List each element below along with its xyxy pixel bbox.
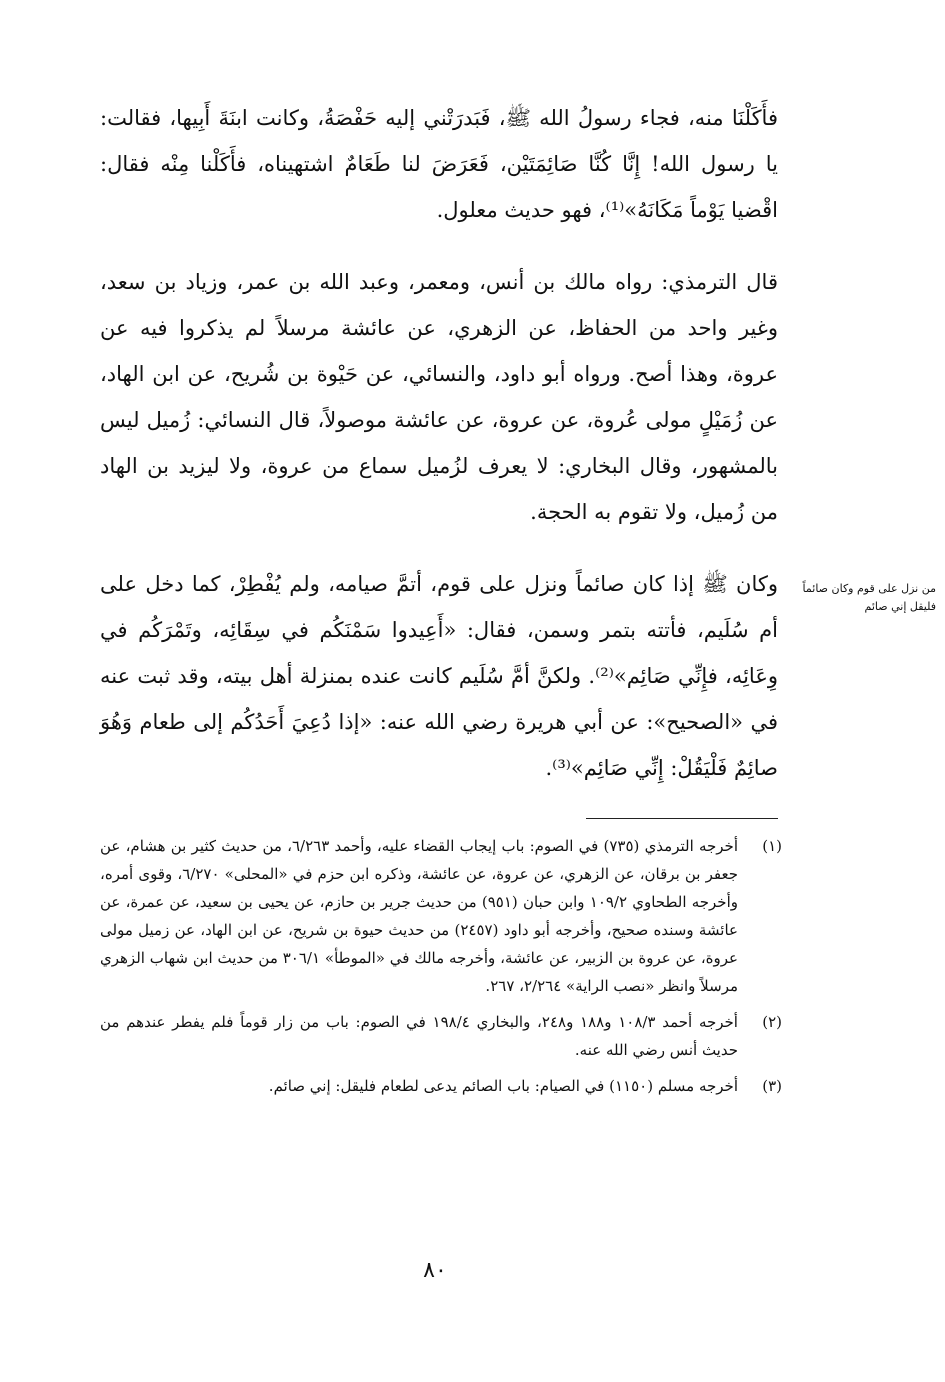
footnote-number: (٢) — [762, 1013, 782, 1031]
footnote-1 — [100, 832, 782, 1000]
footnote-separator — [586, 818, 778, 819]
paragraph-3: وكان ﷺ إذا كان صائماً ونزل على قوم، أتمَّ صيامه، ولم يُفْطِرْ، كما دخل على أم سُلَيم، فأتته بتمر وسمن، فقال: «أَعِيدوا سَمْنَكُم في سِقَائِه، وتَمْرَكُم في وِعَائِه، فإِنِّي صَائِم»⁽²⁾. ولكنَّ أمَّ سُلَيم كانت عنده بمنزلة أهل بيته، وقد ثبت عنه في «الصحيح»: عن أبي هريرة رضي الله عنه: «إذا دُعِيَ أَحَدُكُم إلى طعام وَهُوَ صائِمٌ فَلْيَقُلْ: إِنِّي صَائِم»⁽³⁾. — [100, 572, 778, 780]
footnote-text: أخرجه أحمد ١٠٨/٣ و١٨٨ و٢٤٨، والبخاري ١٩٨/٤ في الصوم: باب من زار قوماً فلم يفطر عندهم من حديث أنس رضي الله عنه. — [100, 1013, 738, 1059]
footnote-3 — [100, 1072, 782, 1100]
margin-note: من نزل على قوم وكان صائماً فليقل إني صائم — [802, 582, 936, 613]
page-number: ٨٠ — [423, 1258, 447, 1283]
footnotes — [100, 832, 782, 1100]
main-text — [100, 95, 778, 791]
footnote-number: (١) — [762, 837, 782, 855]
footnote-number: (٣) — [762, 1077, 782, 1095]
footnote-2 — [100, 1008, 782, 1064]
footnote-text: أخرجه مسلم (١١٥٠) في الصيام: باب الصائم يدعى لطعام فليقل: إني صائم. — [268, 1077, 738, 1095]
paragraph-1: فأَكَلْنَا منه، فجاء رسولُ الله ﷺ، فَبَدرَتْني إليه حَفْصَةُ، وكانت ابنَةَ أَبِيها، فقالت: يا رسول الله! إِنَّا كُنَّا صَائِمَتَيْن، فَعَرَضَ لنا طَعَامٌ اشتهيناه، فأَكَلْنا مِنْه فقال: اقْضيا يَوْماً مَكَانَهُ»⁽¹⁾، فهو حديث معلول. — [100, 106, 778, 222]
paragraph-2: قال الترمذي: رواه مالك بن أنس، ومعمر، وعبد الله بن عمر، وزياد بن سعد، وغير واحد من الحفاظ، عن الزهري، عن عائشة مرسلاً لم يذكروا فيه عن عروة، وهذا أصح. ورواه أبو داود، والنسائي، عن حَيْوة بن شُريح، عن ابن الهاد، عن زُمَيْلٍ مولى عُروة، عن عروة، عن عائشة موصولاً، قال النسائي: زُميل ليس بالمشهور، وقال البخاري: لا يعرف لزُميل سماع من عروة، ولا ليزيد بن الهاد من زُميل، ولا تقوم به الحجة. — [100, 270, 778, 524]
footnote-text: أخرجه الترمذي (٧٣٥) في الصوم: باب إيجاب القضاء عليه، وأحمد ٦/٢٦٣، من حديث كثير بن هشام، عن جعفر بن برقان، عن الزهري، عن عروة، عن عائشة، وذكره ابن حزم في «المحلى» ٦/٢٧٠، وقوى أمره، وأخرجه الطحاوي ١٠٩/٢ وابن حبان (٩٥١) من حديث جرير بن حازم، عن يحيى بن سعيد، عن عمرة، عن عائشة وسنده صحيح، وأخرجه أبو داود (٢٤٥٧) من حديث حيوة بن شريح، عن ابن الهاد، عن زميل مولى عروة، عن عروة بن الزبير، عن عائشة، وأخرجه مالك في «الموطأ» ٣٠٦/١ من حديث ابن شهاب الزهري مرسلاً وانظر «نصب الراية» ٢/٢٦٤، ٢٦٧. — [100, 837, 739, 995]
